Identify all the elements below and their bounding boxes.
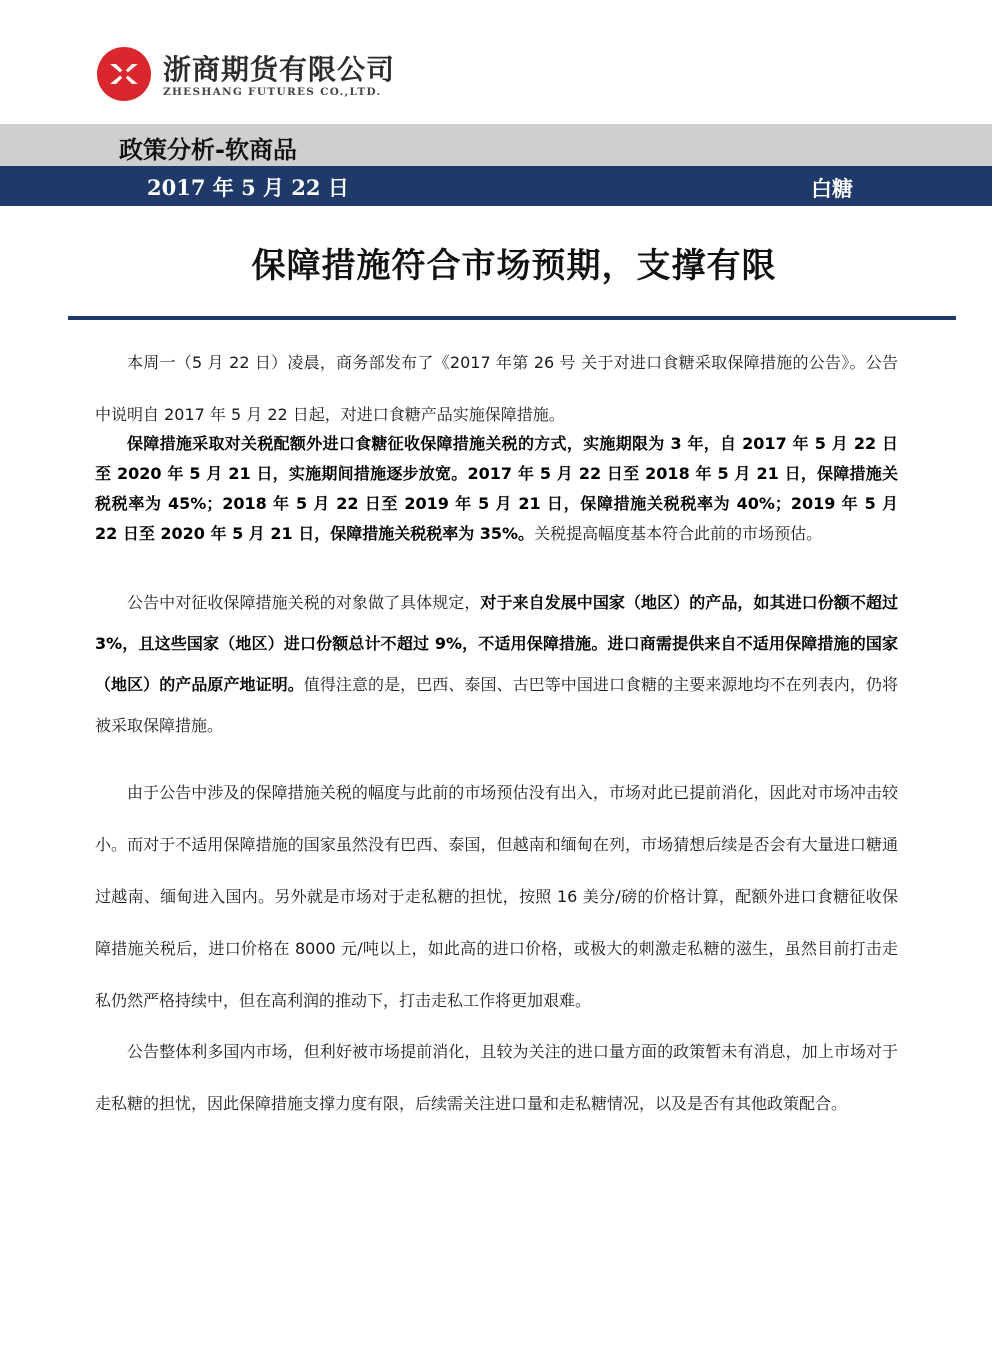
- company-name-en: ZHESHANG FUTURES CO.,LTD.: [163, 86, 382, 98]
- report-title: 保障措施符合市场预期，支撑有限: [251, 246, 777, 286]
- company-logo-icon: [96, 46, 152, 102]
- paragraph-text: 值得注意的是，巴西、泰国、古巴等中国进口食糖的主要来源地均不在列表内，仍将被采取保障措施。: [95, 675, 898, 735]
- report-category: 政策分析-软商品: [119, 136, 297, 164]
- paragraph-announcement: [95, 337, 898, 441]
- paragraph-market-impact: [95, 767, 898, 1027]
- paragraph-text: 本周一（5 月 22 日）凌晨，商务部发布了《2017 年第 26 号 关于对进口食糖采取保障措施的公告》。公告中说明自 2017 年 5 月 22 日起，对进口食糖产品实施保障措施。: [95, 353, 898, 424]
- paragraph-conclusion: [95, 1026, 898, 1130]
- company-name-cn: 浙商期货有限公司: [163, 53, 396, 86]
- report-date: 2017 年 5 月 22 日: [147, 175, 349, 200]
- paragraph-emphasis: 保障措施采取对关税配额外进口食糖征收保障措施关税的方式，实施期限为 3 年，自 2017 年 5 月 22 日至 2020 年 5 月 21 日，实施期间措施逐步放宽。2017 年 5 月 22 日至 2018 年 5 月 21 日，保障措施关税税率为 45%；2018 年 5 月 22 日至 2019 年 5 月 21 日，保障措施关税税率为 40%；2019 年 5 月 22 日至 2020 年 5 月 21 日，保障措施关税税率为 35%。: [95, 434, 898, 543]
- paragraph-text: 公告整体利多国内市场，但利好被市场提前消化，且较为关注的进口量方面的政策暂未有消息，加上市场对于走私糖的担忧，因此保障措施支撑力度有限，后续需关注进口量和走私糖情况，以及是否有其他政策配合。: [95, 1042, 898, 1113]
- commodity-label: 白糖: [811, 177, 853, 201]
- title-divider: [68, 316, 956, 320]
- paragraph-text: 由于公告中涉及的保障措施关税的幅度与此前的市场预估没有出入，市场对此已提前消化，因此对市场冲击较小。而对于不适用保障措施的国家虽然没有巴西、泰国，但越南和缅甸在列，市场猜想后续是否会有大量进口糖通过越南、缅甸进入国内。另外就是市场对于走私糖的担忧，按照 16 美分/磅的价格计算，配额外进口食糖征收保障措施关税后，进口价格在 8000 元/吨以上，如此高的进口价格，或极大的刺激走私糖的滋生，虽然目前打击走私仍然严格持续中，但在高利润的推动下，打击走私工作将更加艰难。: [95, 783, 898, 1010]
- paragraph-exemptions: [95, 582, 898, 746]
- paragraph-tariff-rates: [95, 429, 898, 549]
- paragraph-text: 关税提高幅度基本符合此前的市场预估。: [534, 524, 823, 543]
- paragraph-emphasis: 对于来自发展中国家（地区）的产品，如其进口份额不超过 3%，且这些国家（地区）进口份额总计不超过 9%，不适用保障措施。进口商需提供来自不适用保障措施的国家（地区）的产品原产地证明。: [95, 593, 898, 694]
- paragraph-text: 公告中对征收保障措施关税的对象做了具体规定，: [127, 593, 481, 612]
